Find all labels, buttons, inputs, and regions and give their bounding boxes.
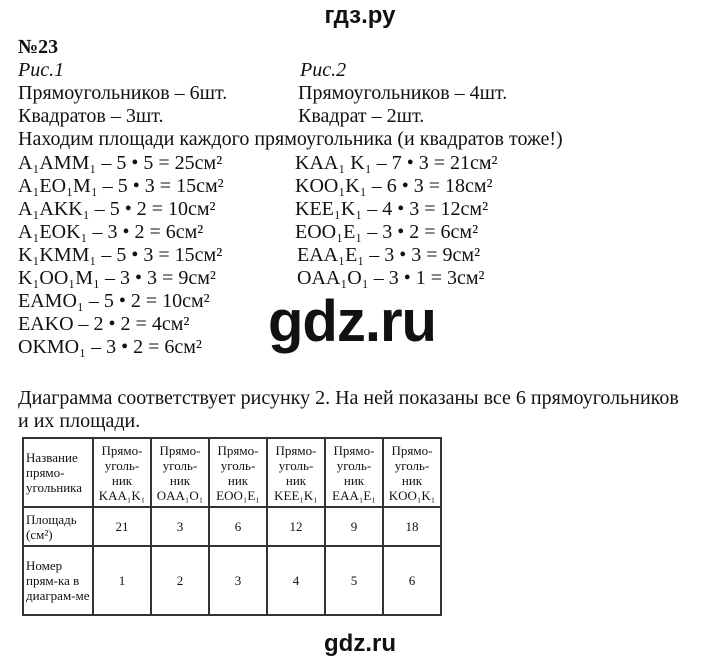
site-header: гдз.ру [324, 2, 396, 29]
row-header: Название прямо-угольника [23, 438, 93, 507]
fig1-squares: Квадратов – 3шт. [18, 105, 164, 127]
table-cell: 21 [93, 507, 151, 546]
area-line: KOO₁K₁ – 6 • 3 = 18см² [295, 175, 493, 197]
row-header: Номер прям-ка в диаграм-ме [23, 546, 93, 615]
area-line: A₁EO₁M₁ – 5 • 3 = 15см² [18, 175, 224, 197]
fig2-squares: Квадрат – 2шт. [298, 105, 425, 127]
table-cell: 3 [209, 546, 267, 615]
area-line: A₁AKK₁ – 5 • 2 = 10см² [18, 198, 216, 220]
area-line: K₁OO₁M₁ – 3 • 3 = 9см² [18, 267, 216, 289]
area-line: EAMO₁ – 5 • 2 = 10см² [18, 290, 210, 312]
table-cell: Прямо-уголь-ник EAA₁E₁ [325, 438, 383, 507]
table-cell: Прямо-уголь-ник KOO₁K₁ [383, 438, 441, 507]
fig2-title: Рис.2 [300, 59, 347, 81]
area-line: A₁EOK₁ – 3 • 2 = 6см² [18, 221, 204, 243]
table-cell: 1 [93, 546, 151, 615]
conclusion-line-2: и их площади. [18, 410, 141, 432]
table-cell: 5 [325, 546, 383, 615]
fig2-rects: Прямоугольников – 4шт. [298, 82, 508, 104]
intro-text: Находим площади каждого прямоугольника (и квадратов тоже!) [18, 128, 563, 150]
table-cell: Прямо-уголь-ник KEE₁K₁ [267, 438, 325, 507]
task-number: №23 [18, 36, 59, 58]
table-row [23, 438, 441, 507]
area-line: A₁AMM₁ – 5 • 5 = 25см² [18, 152, 223, 174]
table-cell: Прямо-уголь-ник OAA₁O₁ [151, 438, 209, 507]
table-cell: 6 [383, 546, 441, 615]
area-line: EOO₁E₁ – 3 • 2 = 6см² [295, 221, 479, 243]
table-cell: 18 [383, 507, 441, 546]
table-cell: 12 [267, 507, 325, 546]
area-line: EAA₁E₁ – 3 • 3 = 9см² [297, 244, 481, 266]
table-row [23, 546, 441, 615]
area-line: OKMO₁ – 3 • 2 = 6см² [18, 336, 202, 358]
table-cell: Прямо-уголь-ник EOO₁E₁ [209, 438, 267, 507]
row-header: Площадь (см²) [23, 507, 93, 546]
table-cell: 9 [325, 507, 383, 546]
table-row [23, 507, 441, 546]
area-line: KEE₁K₁ – 4 • 3 = 12см² [295, 198, 489, 220]
fig1-title: Рис.1 [18, 59, 65, 81]
table-cell: 2 [151, 546, 209, 615]
area-line: EAKO – 2 • 2 = 4см² [18, 313, 190, 335]
table-cell: 3 [151, 507, 209, 546]
table-cell: 6 [209, 507, 267, 546]
table-cell: 4 [267, 546, 325, 615]
conclusion-line-1: Диаграмма соответствует рисунку 2. На ней показаны все 6 прямоугольников [18, 387, 679, 409]
watermark: gdz.ru [268, 289, 436, 354]
site-footer: gdz.ru [324, 630, 396, 657]
area-line: OAA₁O₁ – 3 • 1 = 3см² [297, 267, 485, 289]
table-cell: Прямо-уголь-ник KAA₁K₁ [93, 438, 151, 507]
area-line: K₁KMM₁ – 5 • 3 = 15см² [18, 244, 223, 266]
area-line: KAA₁ K₁ – 7 • 3 = 21см² [295, 152, 498, 174]
rectangles-table [22, 437, 442, 616]
fig1-rects: Прямоугольников – 6шт. [18, 82, 228, 104]
